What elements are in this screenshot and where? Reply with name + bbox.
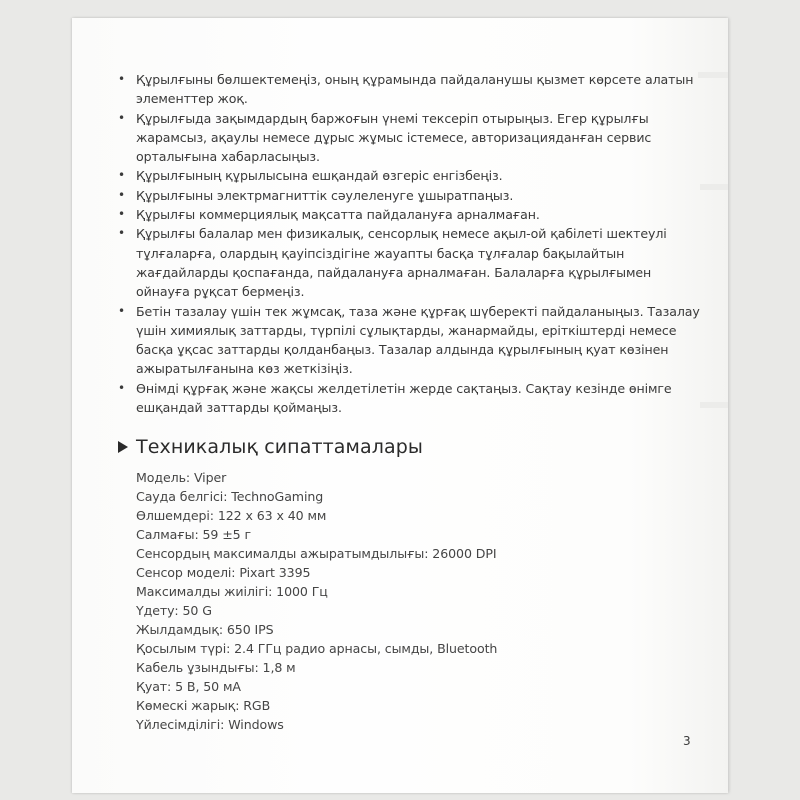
spec-item: Өлшемдері: 122 х 63 х 40 мм (136, 508, 327, 523)
bullet-dot: • (118, 72, 125, 86)
bullet-item: • Құрылғыда зақымдардың баржоғын үнемі тексеріп отырыңыз. Егер құрылғы жарамсыз, ақаулы немесе дұрыс жұмыс істемесе, авторизацияданған сервис орталығына хабарласыңыз. (118, 110, 652, 165)
spec-item: Жылдамдық: 650 IPS (136, 622, 274, 637)
spec-item: Модель: Viper (136, 470, 227, 485)
spec-item: Сауда белгісі: TechnoGaming (136, 489, 324, 504)
section-title: Техникалық сипаттамалары (136, 436, 423, 458)
bullet-item: • Бетін тазалау үшін тек жұмсақ, таза және құрғақ шүберекті пайдаланыңыз. Тазалау үшін химиялық заттарды, түрпілі сұлықтарды, жанармайды, еріткіштерді немесе басқа ұқсас заттарды қолданбаңыз. Тазалар алдында құрылғының қуат көзінен ажыратылғанына көз жеткізіңіз. (118, 303, 700, 377)
spec-item: Максималды жиілігі: 1000 Гц (136, 584, 328, 599)
spec-item: Қосылым түрі: 2.4 ГГц радио арнасы, сымды, Bluetooth (136, 641, 498, 656)
spec-item: Сенсор моделі: Pixart 3395 (136, 565, 311, 580)
bullet-dot: • (118, 110, 125, 125)
section-heading (118, 436, 423, 458)
bullet-item: • Құрылғының құрылысына ешқандай өзгеріс енгізбеңіз. (120, 166, 700, 185)
bullet-item: • Құрылғы коммерциялық мақсатта пайдалануға арналмаған. (120, 205, 700, 224)
triangle-marker-icon (118, 441, 128, 453)
bullet-item: • Құрылғыны электрмагниттік сәулеленуге ұшыратпаңыз. (120, 186, 700, 205)
bullet-dot: • (118, 187, 125, 202)
bleed-mark (700, 402, 728, 408)
safety-bullet-list (120, 70, 700, 417)
bullet-item: • Өнімді құрғақ және жақсы желдетілетін жерде сақтаңыз. Сақтау кезінде өнімге ешқандай заттарды қоймаңыз. (118, 380, 672, 416)
bullet-dot: • (118, 207, 125, 222)
spec-item: Үдету: 50 G (136, 603, 212, 618)
spec-item: Кабель ұзындығы: 1,8 м (136, 660, 296, 675)
bullet-dot: • (118, 226, 125, 241)
spec-item: Сенсордың максималды ажыратымдылығы: 26000 DPI (136, 546, 497, 561)
spec-item: Салмағы: 59 ±5 г (136, 527, 252, 542)
bullet-item: • Құрылғыны бөлшектемеңіз, оның құрамында пайдаланушы қызмет көрсете алатын элементтер жоқ. (118, 72, 694, 107)
bullet-dot: • (118, 168, 125, 183)
bullet-item: • Құрылғы балалар мен физикалық, сенсорлық немесе ақыл-ой қабілеті шектеулі тұлғаларға, олардың қауіпсіздігіне жауапты басқа тұлғалар бақылайтын жағдайларды қоспағанда, пайдалануға арналмаған. Балаларға құрылғымен ойнауға рұқсат бермеңіз. (118, 226, 667, 300)
spec-item: Қуат: 5 В, 50 мА (136, 679, 241, 694)
bullet-dot: • (118, 380, 125, 395)
spec-item: Көмескі жарық: RGB (136, 698, 271, 713)
specs-list (136, 468, 497, 734)
bleed-mark (700, 184, 728, 190)
spec-item: Үйлесімділігі: Windows (136, 717, 284, 732)
bullet-dot: • (118, 303, 125, 318)
bleed-mark (698, 72, 728, 78)
page-number: 3 (683, 734, 691, 748)
